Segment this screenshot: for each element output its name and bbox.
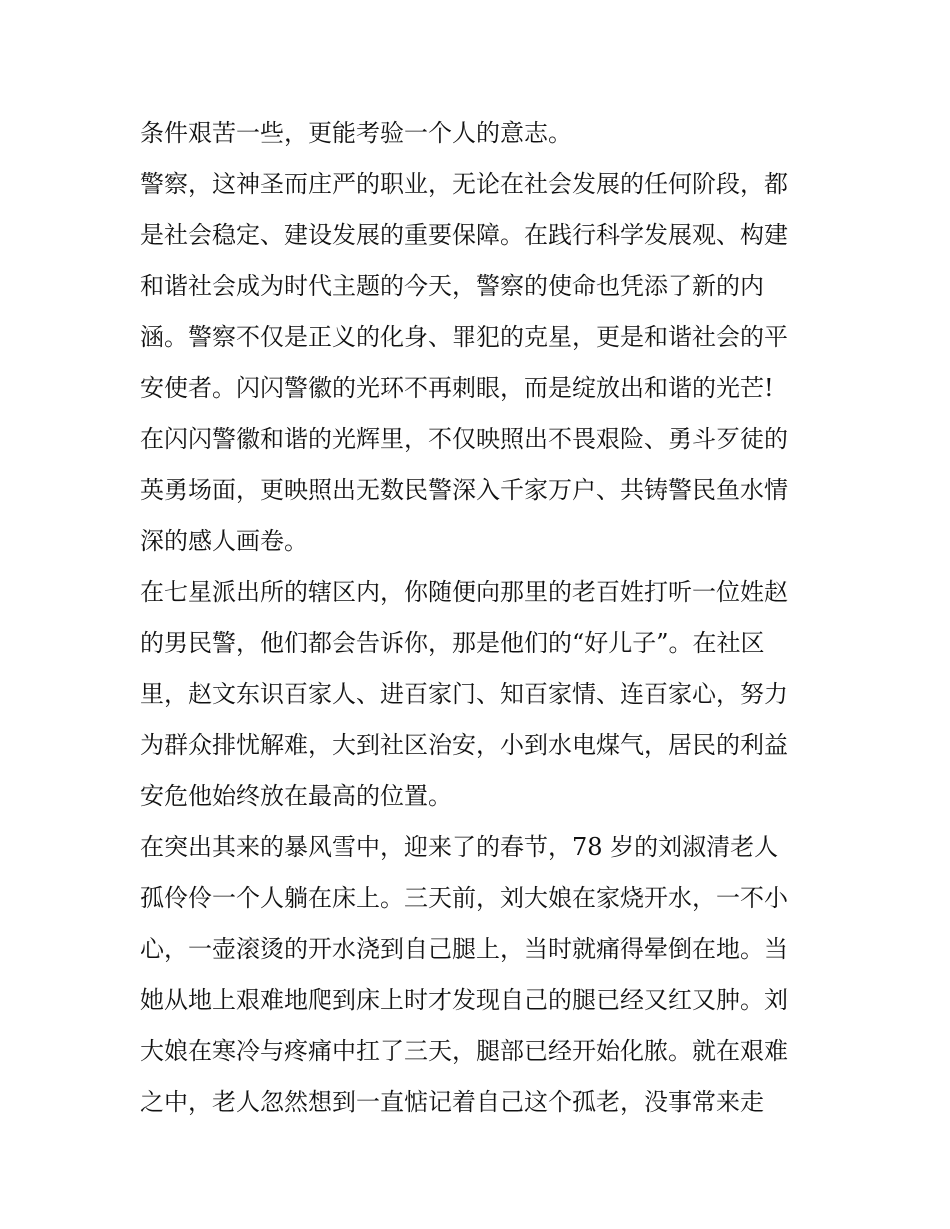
text-line: 安危他始终放在最高的位置。 — [140, 782, 452, 810]
text-line: 安使者。闪闪警徽的光环不再刺眼，而是绽放出和谐的光芒! — [140, 374, 774, 402]
text-line: 是社会稳定、建设发展的重要保障。在践行科学发展观、构建 — [140, 221, 788, 249]
text-line: 大娘在寒冷与疼痛中扛了三天，腿部已经开始化脓。就在艰难 — [140, 1037, 788, 1065]
text-line: 在闪闪警徽和谐的光辉里，不仅映照出不畏艰险、勇斗歹徒的 — [140, 425, 788, 453]
text-line: 和谐社会成为时代主题的今天，警察的使命也凭添了新的内 — [140, 272, 764, 300]
text-line: 深的感人画卷。 — [140, 527, 308, 555]
text-line: 涵。警察不仅是正义的化身、罪犯的克星，更是和谐社会的平 — [140, 323, 788, 351]
text-line: 为群众排忧解难，大到社区治安，小到水电煤气，居民的利益 — [140, 731, 788, 759]
text-line: 的男民警，他们都会告诉你，那是他们的“好儿子”。在社区 — [140, 629, 765, 657]
text-line: 孤伶伶一个人躺在床上。三天前，刘大娘在家烧开水，一不小 — [140, 884, 788, 912]
text-line: 里，赵文东识百家人、进百家门、知百家情、连百家心，努力 — [140, 680, 788, 708]
text-line: 之中，老人忽然想到一直惦记着自己这个孤老，没事常来走 — [140, 1088, 764, 1116]
text-line: 在突出其来的暴风雪中，迎来了的春节，78 岁的刘淑清老人 — [140, 833, 779, 861]
text-line: 心，一壶滚烫的开水浇到自己腿上，当时就痛得晕倒在地。当 — [140, 935, 788, 963]
body-text — [140, 108, 820, 1128]
text-line: 警察，这神圣而庄严的职业，无论在社会发展的任何阶段，都 — [140, 170, 788, 198]
text-line: 在七星派出所的辖区内，你随便向那里的老百姓打听一位姓赵 — [140, 578, 788, 606]
text-line: 英勇场面，更映照出无数民警深入千家万户、共铸警民鱼水情 — [140, 476, 788, 504]
text-line: 她从地上艰难地爬到床上时才发现自己的腿已经又红又肿。刘 — [140, 986, 788, 1014]
text-line: 条件艰苦一些，更能考验一个人的意志。 — [140, 119, 572, 147]
